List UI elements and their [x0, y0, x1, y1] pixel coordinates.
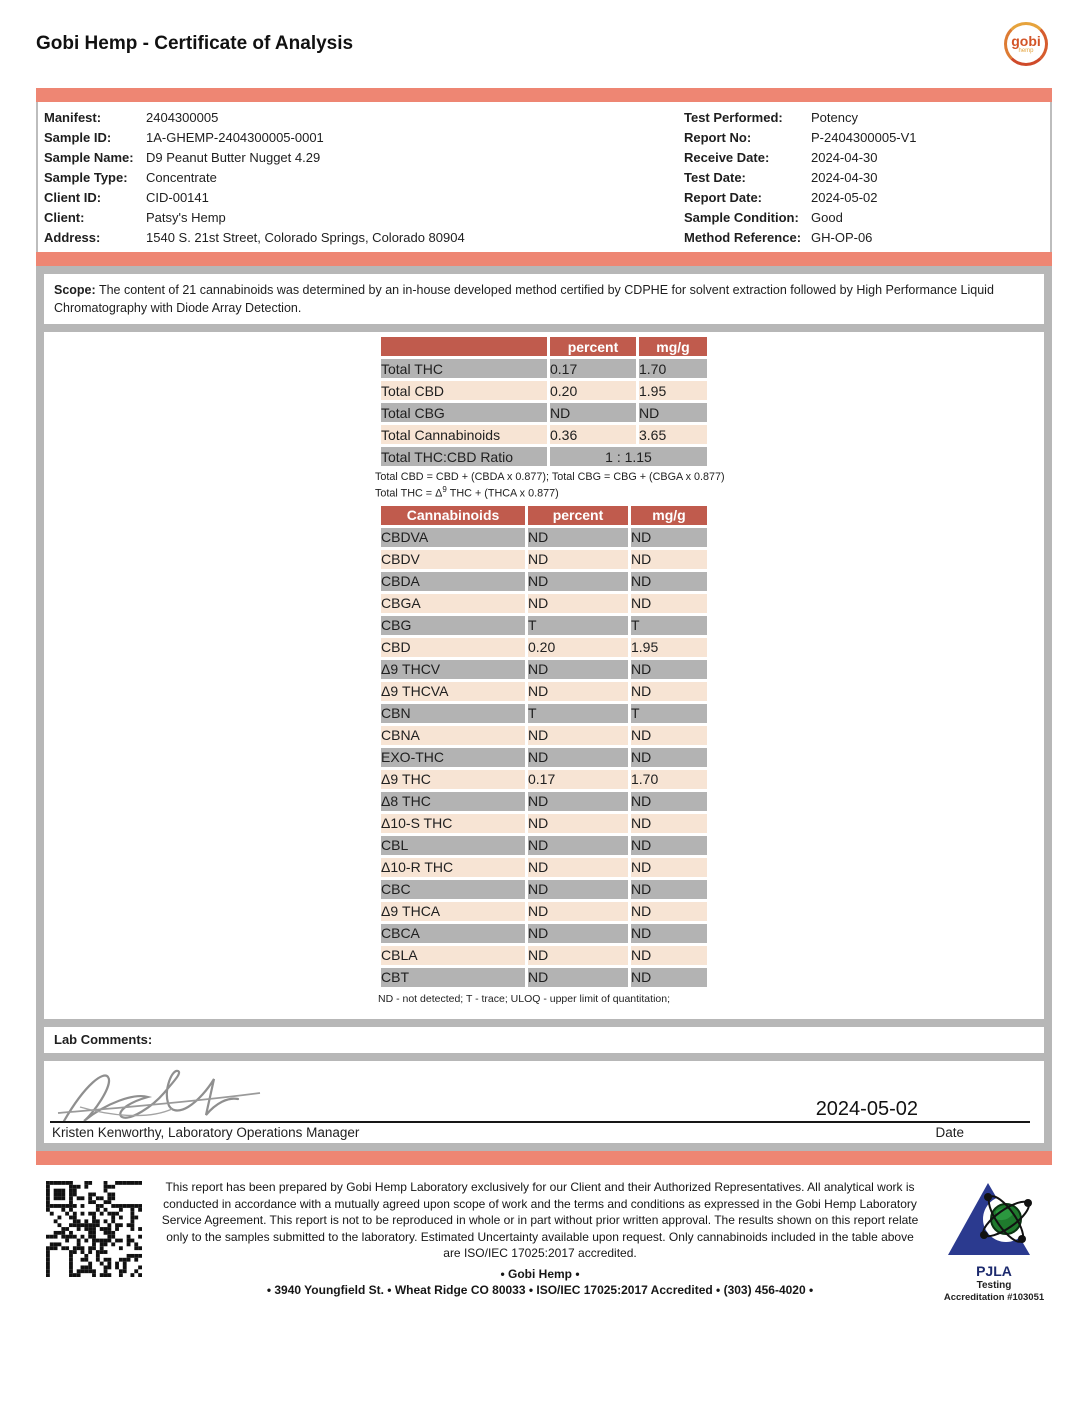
cannabinoid-row: [381, 616, 707, 635]
table-cell: CBDA: [381, 572, 525, 591]
info-row: [44, 128, 684, 148]
table-cell: CBN: [381, 704, 525, 723]
totals-row: [381, 403, 707, 422]
table-cell: 0.17: [528, 770, 628, 789]
table-cell: T: [528, 704, 628, 723]
cannabinoid-row: [381, 770, 707, 789]
info-row: [684, 148, 1044, 168]
totals-mgg-header: mg/g: [639, 337, 707, 356]
table-cell: ND: [631, 880, 707, 899]
cannabinoid-row: [381, 638, 707, 657]
table-cell: CBNA: [381, 726, 525, 745]
tables-box: [44, 332, 1044, 1019]
info-value: 2024-04-30: [811, 170, 878, 185]
table-cell: ND: [528, 858, 628, 877]
formula-line-1: Total CBD = CBD + (CBDA x 0.877); Total CBG = CBG + (CBGA x 0.877): [375, 471, 725, 484]
table-cell: ND: [631, 946, 707, 965]
table-cell: ND: [528, 880, 628, 899]
table-cell: CBGA: [381, 594, 525, 613]
cannabinoid-row: [381, 836, 707, 855]
table-cell: Δ8 THC: [381, 792, 525, 811]
cannabinoid-row: [381, 902, 707, 921]
footer-text: [142, 1179, 938, 1299]
table-cell: Δ9 THCVA: [381, 682, 525, 701]
info-label: Manifest:: [44, 110, 102, 125]
sample-info-section: [36, 102, 1052, 252]
info-value: D9 Peanut Butter Nugget 4.29: [146, 150, 321, 165]
cannabinoids-mgg-header: mg/g: [631, 506, 707, 525]
info-row: [684, 128, 1044, 148]
table-cell: CBD: [381, 638, 525, 657]
table-cell: 3.65: [639, 425, 707, 444]
info-value: GH-OP-06: [811, 230, 873, 245]
footer-disclaimer: This report has been prepared by Gobi Hemp Laboratory exclusively for our Client and their Authorized Representatives. All analytical work is conducted in accordance with a mutually agreed upon scope of work and the terms and conditions as expressed in the Gobi Hemp Laboratory Service Agreement. This report is not to be reproduced in whole or in part without prior written approval. The results shown on this report relate only to the samples submitted to the laboratory. Estimated Uncertainty available upon request. Only cannabinoids included in the table above are ISO/IEC 17025:2017 accredited.: [161, 1179, 919, 1261]
table-cell: ND: [631, 792, 707, 811]
cannabinoid-row: [381, 572, 707, 591]
table-cell: CBT: [381, 968, 525, 987]
table-cell: ND: [528, 726, 628, 745]
table-cell: Total Cannabinoids: [381, 425, 547, 444]
info-value: 2404300005: [146, 110, 219, 125]
cannabinoid-row: [381, 858, 707, 877]
table-cell: 1.95: [639, 381, 707, 400]
info-value: 2024-05-02: [811, 190, 878, 205]
info-label: Receive Date:: [684, 150, 770, 165]
totals-header-row: [381, 337, 707, 356]
signatory-name: Kristen Kenworthy, Laboratory Operations Manager: [52, 1124, 360, 1140]
table-cell: CBLA: [381, 946, 525, 965]
cannabinoid-row: [381, 924, 707, 943]
table-cell: ND: [631, 902, 707, 921]
table-cell: Total THC:CBD Ratio: [381, 447, 547, 466]
report-info-right-column: [684, 108, 1044, 248]
logo-subtext: hemp: [1018, 47, 1034, 54]
info-row: [44, 228, 684, 248]
table-cell: ND: [528, 550, 628, 569]
table-cell: ND: [631, 968, 707, 987]
table-cell: Total CBG: [381, 403, 547, 422]
info-value: Good: [811, 210, 843, 225]
table-footnote: ND - not detected; T - trace; ULOQ - upper limit of quantitation;: [378, 992, 670, 1005]
footer-org-line: • Gobi Hemp •: [500, 1266, 580, 1281]
info-label: Report Date:: [684, 190, 763, 205]
table-cell: 1.70: [631, 770, 707, 789]
info-label: Client:: [44, 210, 85, 225]
table-cell: Δ9 THCV: [381, 660, 525, 679]
table-cell: ND: [631, 594, 707, 613]
table-cell: ND: [528, 748, 628, 767]
report-header: [36, 0, 1052, 88]
totals-row: [381, 425, 707, 444]
formula-line-2: Total THC = $\Delta^9$ THC + (THCA x 0.877): [375, 484, 559, 500]
info-value: Concentrate: [146, 170, 217, 185]
divider-bar-bottom: [36, 1151, 1052, 1165]
info-row: [44, 148, 684, 168]
table-cell: CBDVA: [381, 528, 525, 547]
qr-code: [46, 1181, 142, 1277]
table-cell: ND: [528, 528, 628, 547]
cannabinoid-row: [381, 880, 707, 899]
table-cell: ND: [631, 858, 707, 877]
coa-page: [36, 0, 1052, 1304]
info-row: [44, 108, 684, 128]
table-cell: T: [631, 704, 707, 723]
info-label: Sample ID:: [44, 130, 112, 145]
page-title: Gobi Hemp - Certificate of Analysis: [36, 33, 354, 54]
gobi-hemp-logo-icon: [1004, 22, 1048, 66]
table-cell: ND: [631, 528, 707, 547]
cannabinoid-row: [381, 594, 707, 613]
table-cell: ND: [639, 403, 707, 422]
info-label: Client ID:: [44, 190, 102, 205]
table-cell: T: [528, 616, 628, 635]
table-cell: T: [631, 616, 707, 635]
pjla-accreditation-number: Accreditation #103051: [943, 1291, 1045, 1303]
table-cell: ND: [631, 572, 707, 591]
info-row: [44, 208, 684, 228]
table-cell: ND: [528, 836, 628, 855]
info-label: Sample Name:: [44, 150, 134, 165]
signature-box: [44, 1061, 1044, 1143]
cannabinoids-percent-header: percent: [528, 506, 628, 525]
table-cell: 1.95: [631, 638, 707, 657]
cannabinoid-row: [381, 946, 707, 965]
totals-table: [378, 334, 710, 469]
table-cell: ND: [528, 946, 628, 965]
results-region: [36, 266, 1052, 1151]
table-cell: ND: [631, 682, 707, 701]
totals-row: [381, 359, 707, 378]
signature-line: [50, 1121, 1030, 1123]
cannabinoid-row: [381, 682, 707, 701]
footer-address-line: • 3940 Youngfield St. • Wheat Ridge CO 80033 • ISO/IEC 17025:2017 Accredited • (303) 456-4020 •: [266, 1283, 814, 1298]
scope-text: The content of 21 cannabinoids was determined by an in-house developed method certified by CDPHE for solvent extraction followed by High Performance Liquid Chromatography with Diode Array Detection.: [54, 283, 994, 316]
cannabinoids-name-header: Cannabinoids: [381, 506, 525, 525]
table-cell: ND: [528, 572, 628, 591]
scope-box: [44, 274, 1044, 324]
table-cell: ND: [528, 594, 628, 613]
totals-percent-header: percent: [550, 337, 636, 356]
table-cell: Δ10-R THC: [381, 858, 525, 877]
table-cell: Total THC: [381, 359, 547, 378]
info-row: [684, 208, 1044, 228]
table-cell: Δ10-S THC: [381, 814, 525, 833]
info-label: Test Date:: [684, 170, 746, 185]
info-label: Test Performed:: [684, 110, 783, 125]
table-cell: EXO-THC: [381, 748, 525, 767]
info-label: Sample Type:: [44, 170, 128, 185]
table-cell: Total CBD: [381, 381, 547, 400]
table-cell: ND: [528, 924, 628, 943]
lab-comments-label: Lab Comments:: [54, 1031, 153, 1047]
pjla-logo-icon: [944, 1181, 1044, 1259]
info-label: Report No:: [684, 130, 752, 145]
info-row: [684, 228, 1044, 248]
table-cell: CBDV: [381, 550, 525, 569]
totals-blank-header: [381, 337, 547, 356]
table-cell: ND: [528, 792, 628, 811]
pjla-name: PJLA: [976, 1262, 1012, 1279]
table-cell: 0.20: [528, 638, 628, 657]
info-row: [684, 188, 1044, 208]
table-cell: CBC: [381, 880, 525, 899]
info-label: Sample Condition:: [684, 210, 799, 225]
lab-comments-box: [44, 1027, 1044, 1053]
info-value: 1A-GHEMP-2404300005-0001: [146, 130, 324, 145]
report-footer: [36, 1165, 1052, 1304]
ratio-row: [381, 447, 707, 466]
cannabinoid-row: [381, 968, 707, 987]
totals-row: [381, 381, 707, 400]
divider-bar-top: [36, 88, 1052, 102]
table-cell: ND: [631, 726, 707, 745]
logo-text: gobi: [1011, 32, 1041, 49]
sample-info-left-column: [44, 108, 684, 248]
table-cell: CBCA: [381, 924, 525, 943]
table-cell: ND: [631, 836, 707, 855]
pjla-sub: Testing: [976, 1279, 1012, 1291]
cannabinoids-table: [378, 503, 710, 990]
info-row: [44, 188, 684, 208]
table-cell: 0.36: [550, 425, 636, 444]
info-label: Method Reference:: [684, 230, 802, 245]
calculation-formulas: [375, 469, 755, 503]
date-label: Date: [935, 1124, 964, 1140]
table-cell: 1.70: [639, 359, 707, 378]
table-cell: ND: [528, 660, 628, 679]
cannabinoid-row: [381, 550, 707, 569]
signature-date: 2024-05-02: [815, 1097, 918, 1120]
info-row: [684, 108, 1044, 128]
table-cell: ND: [631, 814, 707, 833]
table-cell: ND: [528, 968, 628, 987]
signature-icon: [54, 1065, 264, 1127]
table-cell: ND: [631, 748, 707, 767]
info-value: Potency: [811, 110, 858, 125]
info-value: P-2404300005-V1: [811, 130, 917, 145]
table-cell: ND: [528, 814, 628, 833]
cannabinoid-row: [381, 814, 707, 833]
table-cell: 0.17: [550, 359, 636, 378]
cannabinoid-row: [381, 748, 707, 767]
cannabinoid-row: [381, 704, 707, 723]
table-cell: 0.20: [550, 381, 636, 400]
info-value: Patsy's Hemp: [146, 210, 226, 225]
info-value: CID-00141: [146, 190, 209, 205]
info-label: Address:: [44, 230, 101, 245]
cannabinoid-row: [381, 528, 707, 547]
table-cell: CBG: [381, 616, 525, 635]
cannabinoids-header-row: [381, 506, 707, 525]
table-cell: ND: [631, 660, 707, 679]
info-value: 2024-04-30: [811, 150, 878, 165]
cannabinoid-row: [381, 726, 707, 745]
table-cell: ND: [631, 550, 707, 569]
table-cell: ND: [528, 682, 628, 701]
table-cell: ND: [631, 924, 707, 943]
table-cell: 1 : 1.15: [550, 447, 707, 466]
table-cell: ND: [528, 902, 628, 921]
table-cell: Δ9 THC: [381, 770, 525, 789]
info-value: 1540 S. 21st Street, Colorado Springs, Colorado 80904: [146, 230, 465, 245]
info-row: [684, 168, 1044, 188]
table-cell: CBL: [381, 836, 525, 855]
cannabinoid-row: [381, 660, 707, 679]
pjla-accreditation-block: [938, 1181, 1050, 1304]
table-cell: ND: [550, 403, 636, 422]
table-cell: Δ9 THCA: [381, 902, 525, 921]
cannabinoid-row: [381, 792, 707, 811]
scope-label: Scope:: [54, 283, 96, 297]
divider-bar-mid: [36, 252, 1052, 266]
info-row: [44, 168, 684, 188]
